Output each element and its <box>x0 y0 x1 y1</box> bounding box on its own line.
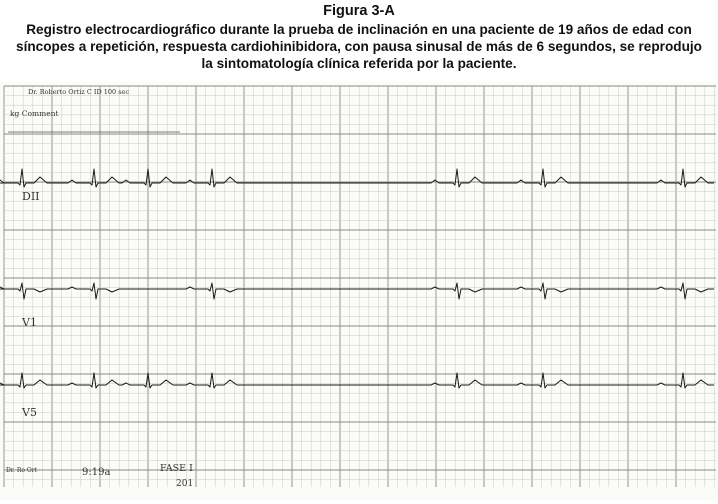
footer-small-text: Dr. Ro Ort <box>6 467 38 474</box>
figure-caption <box>0 21 718 72</box>
figure-title: Figura 3-A <box>323 3 395 19</box>
footer-time-note: 9:19a <box>82 467 111 478</box>
ecg-header-line1: Dr. Roberto Ortiz C ID 100 sec <box>28 88 130 96</box>
caption-line-3: la sintomatología clínica referida por la paciente. <box>201 56 517 71</box>
ecg-strip <box>0 82 718 500</box>
lead-label-v1: V1 <box>22 316 37 329</box>
lead-label-v5: V5 <box>22 406 37 419</box>
lead-label-dii: DII <box>22 190 40 203</box>
caption-line-1: Registro electrocardiográfico durante la prueba de inclinación en una paciente de 19 años de edad con <box>26 22 692 37</box>
footer-phase-value: 201 <box>176 479 194 489</box>
footer-phase-label: FASE I <box>160 463 193 474</box>
ecg-header-line2: kg Comment <box>10 109 59 118</box>
caption-line-2: síncopes a repetición, respuesta cardiohinibidora, con pausa sinusal de más de 6 segundos, se reprodujo <box>16 39 702 54</box>
